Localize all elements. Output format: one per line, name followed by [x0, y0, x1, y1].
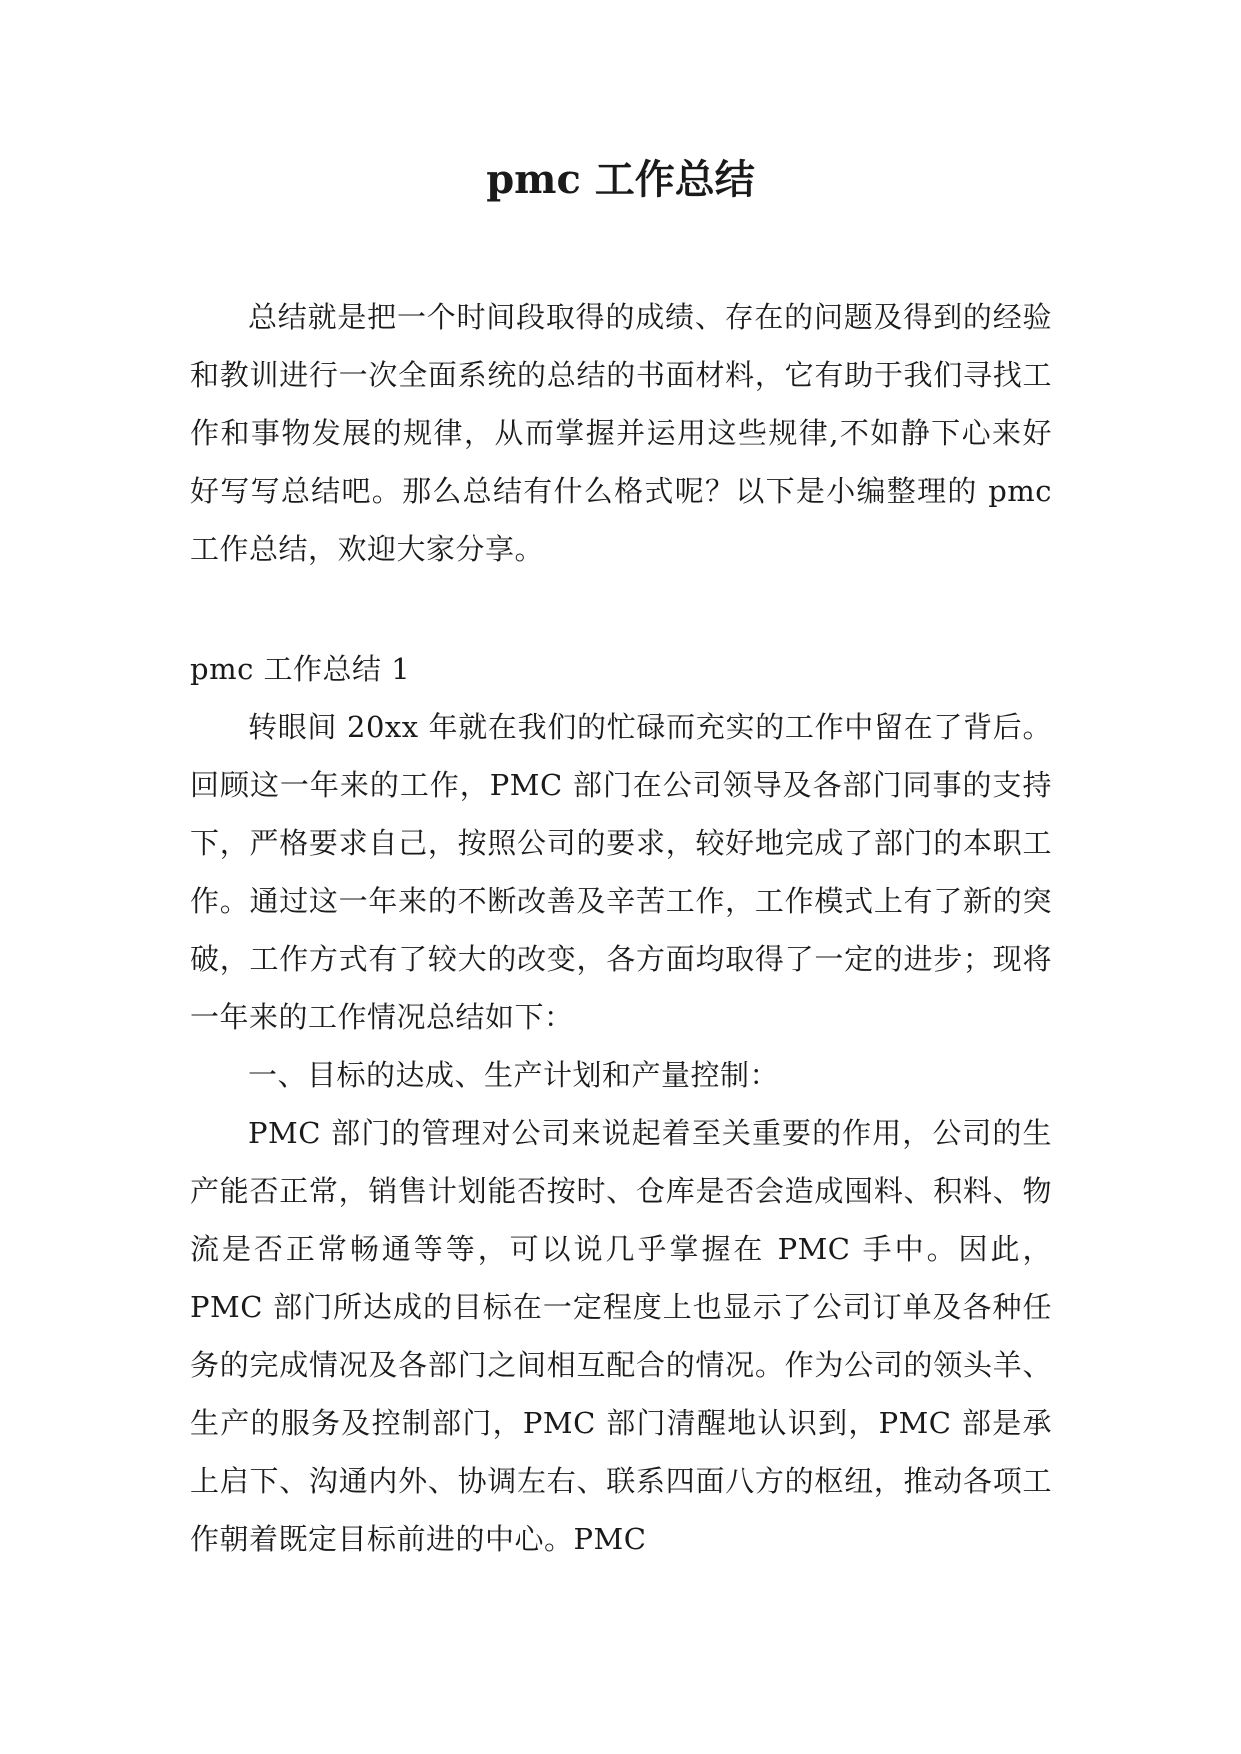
section-1 [190, 640, 1052, 1568]
intro-paragraph: 总结就是把一个时间段取得的成绩、存在的问题及得到的经验和教训进行一次全面系统的总结的书面材料，它有助于我们寻找工作和事物发展的规律，从而掌握并运用这些规律,不如静下心来好好写写总结吧。那么总结有什么格式呢？以下是小编整理的 pmc 工作总结，欢迎大家分享。 [190, 300, 1052, 566]
intro-section [190, 288, 1052, 578]
section-heading: pmc 工作总结 1 [190, 652, 411, 686]
body-paragraph: PMC 部门的管理对公司来说起着至关重要的作用，公司的生产能否正常，销售计划能否按时、仓库是否会造成囤料、积料、物流是否正常畅通等等，可以说几乎掌握在 PMC 手中。因此，PMC 部门所达成的目标在一定程度上也显示了公司订单及各种任务的完成情况及各部门之间相互配合的情况。作为公司的领头羊、生产的服务及控制部门，PMC 部门清醒地认识到，PMC 部是承上启下、沟通内外、协调左右、联系四面八方的枢纽，推动各项工作朝着既定目标前进的中心。PMC [190, 1116, 1052, 1556]
subsection-heading: 一、目标的达成、生产计划和产量控制： [248, 1058, 780, 1092]
body-paragraph: 转眼间 20xx 年就在我们的忙碌而充实的工作中留在了背后。回顾这一年来的工作，PMC 部门在公司领导及各部门同事的支持下，严格要求自己，按照公司的要求，较好地完成了部门的本职工作。通过这一年来的不断改善及辛苦工作，工作模式上有了新的突破，工作方式有了较大的改变，各方面均取得了一定的进步；现将一年来的工作情况总结如下： [190, 710, 1052, 1034]
document-title: pmc 工作总结 [486, 156, 755, 203]
